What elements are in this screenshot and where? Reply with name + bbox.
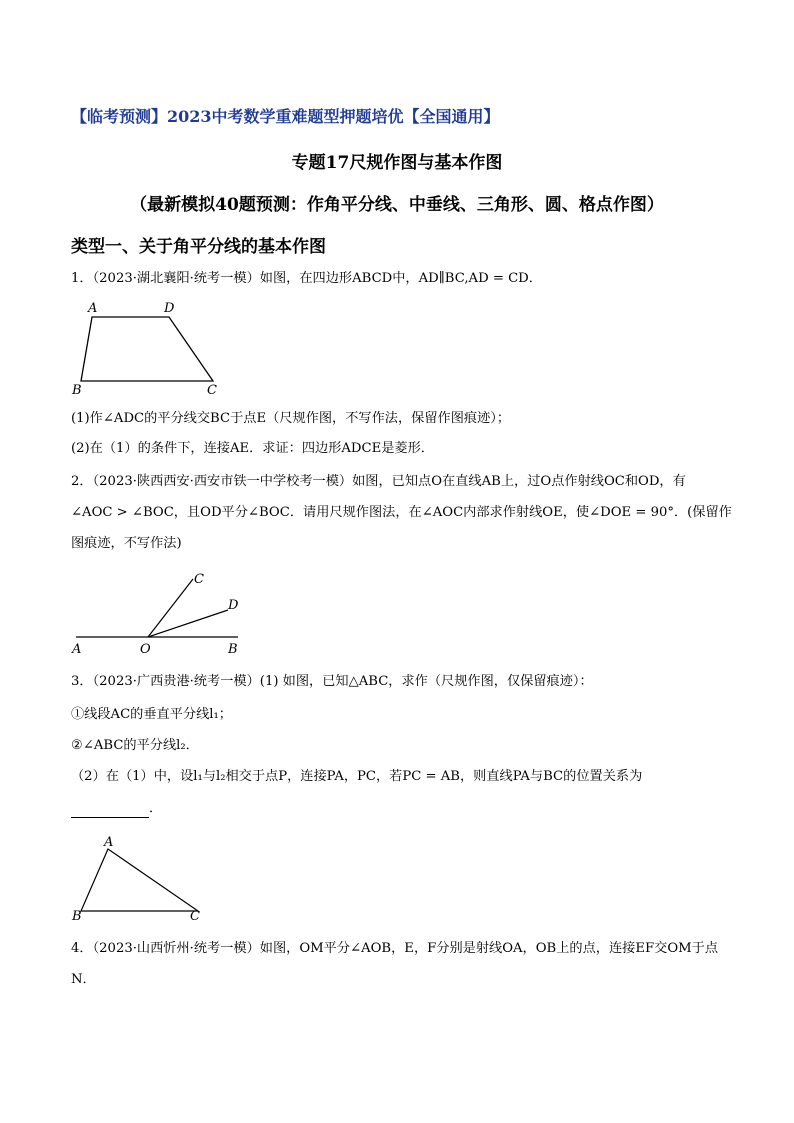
q3-answer-line <box>71 800 162 818</box>
q2-label-d: D <box>228 598 239 613</box>
q1-figure-trapezoid <box>68 296 238 400</box>
q3-item1: ①线段AC的垂直平分线l₁； <box>71 707 232 722</box>
q2-label-o: O <box>140 642 151 657</box>
q2-stem-line2: ∠AOC > ∠BOC，且OD平分∠BOC．请用尺规作图法，在∠AOC内部求作射线OE，使∠DOE = 90°．(保留作 <box>71 505 732 520</box>
q3-answer-period: ． <box>149 801 163 816</box>
q3-label-b: B <box>72 909 82 924</box>
section-heading: 类型一、关于角平分线的基本作图 <box>71 237 326 257</box>
q3-item2: ②∠ABC的平分线l₂． <box>71 738 199 753</box>
ray-od <box>148 610 228 637</box>
q2-stem-line1: 2．（2023·陕西西安·西安市铁一中学校考一模）如图，已知点O在直线AB上，过O点作射线OC和OD，有 <box>71 474 686 489</box>
q1-label-a: A <box>88 301 98 316</box>
q3-label-c: C <box>190 909 200 924</box>
q1-part1: (1)作∠ADC的平分线交BC于点E（尺规作图，不写作法，保留作图痕迹）； <box>71 411 511 426</box>
triangle-abc <box>81 849 198 911</box>
q2-stem-line3: 图痕迹，不写作法) <box>71 536 182 551</box>
q3-figure-triangle <box>68 832 218 924</box>
q2-label-a: A <box>72 642 82 657</box>
q3-label-a: A <box>104 835 114 850</box>
document-header: 【临考预测】2023中考数学重难题型押题培优【全国通用】 <box>71 107 500 126</box>
q4-stem-line2: N． <box>71 972 96 987</box>
q1-stem: 1．（2023·湖北襄阳·统考一模）如图，在四边形ABCD中，AD∥BC,AD = CD． <box>71 271 542 286</box>
topic-title: 专题17尺规作图与基本作图 <box>291 153 503 173</box>
topic-subtitle: （最新模拟40题预测：作角平分线、中垂线、三角形、圆、格点作图） <box>130 195 664 215</box>
q3-answer-blank[interactable] <box>71 803 149 818</box>
ray-oc <box>148 579 193 637</box>
q1-part2: (2)在（1）的条件下，连接AE．求证：四边形ADCE是菱形． <box>71 441 434 456</box>
q1-label-b: B <box>72 383 82 398</box>
q3-stem-line1: 3．（2023·广西贵港·统考一模）(1) 如图，已知△ABC，求作（尺规作图，仅保留痕迹）： <box>71 674 593 689</box>
q2-label-c: C <box>194 572 204 587</box>
q3-part2: （2）在（1）中，设l₁与l₂相交于点P，连接PA，PC，若PC = AB，则直线PA与BC的位置关系为 <box>71 769 643 784</box>
q2-label-b: B <box>228 642 238 657</box>
q4-stem-line1: 4．（2023·山西忻州·统考一模）如图，OM平分∠AOB，E，F分别是射线OA，OB上的点，连接EF交OM于点 <box>71 941 719 956</box>
q1-label-c: C <box>207 383 217 398</box>
q1-label-d: D <box>164 301 175 316</box>
q2-figure-rays <box>68 566 248 658</box>
trapezoid-shape <box>81 317 213 381</box>
